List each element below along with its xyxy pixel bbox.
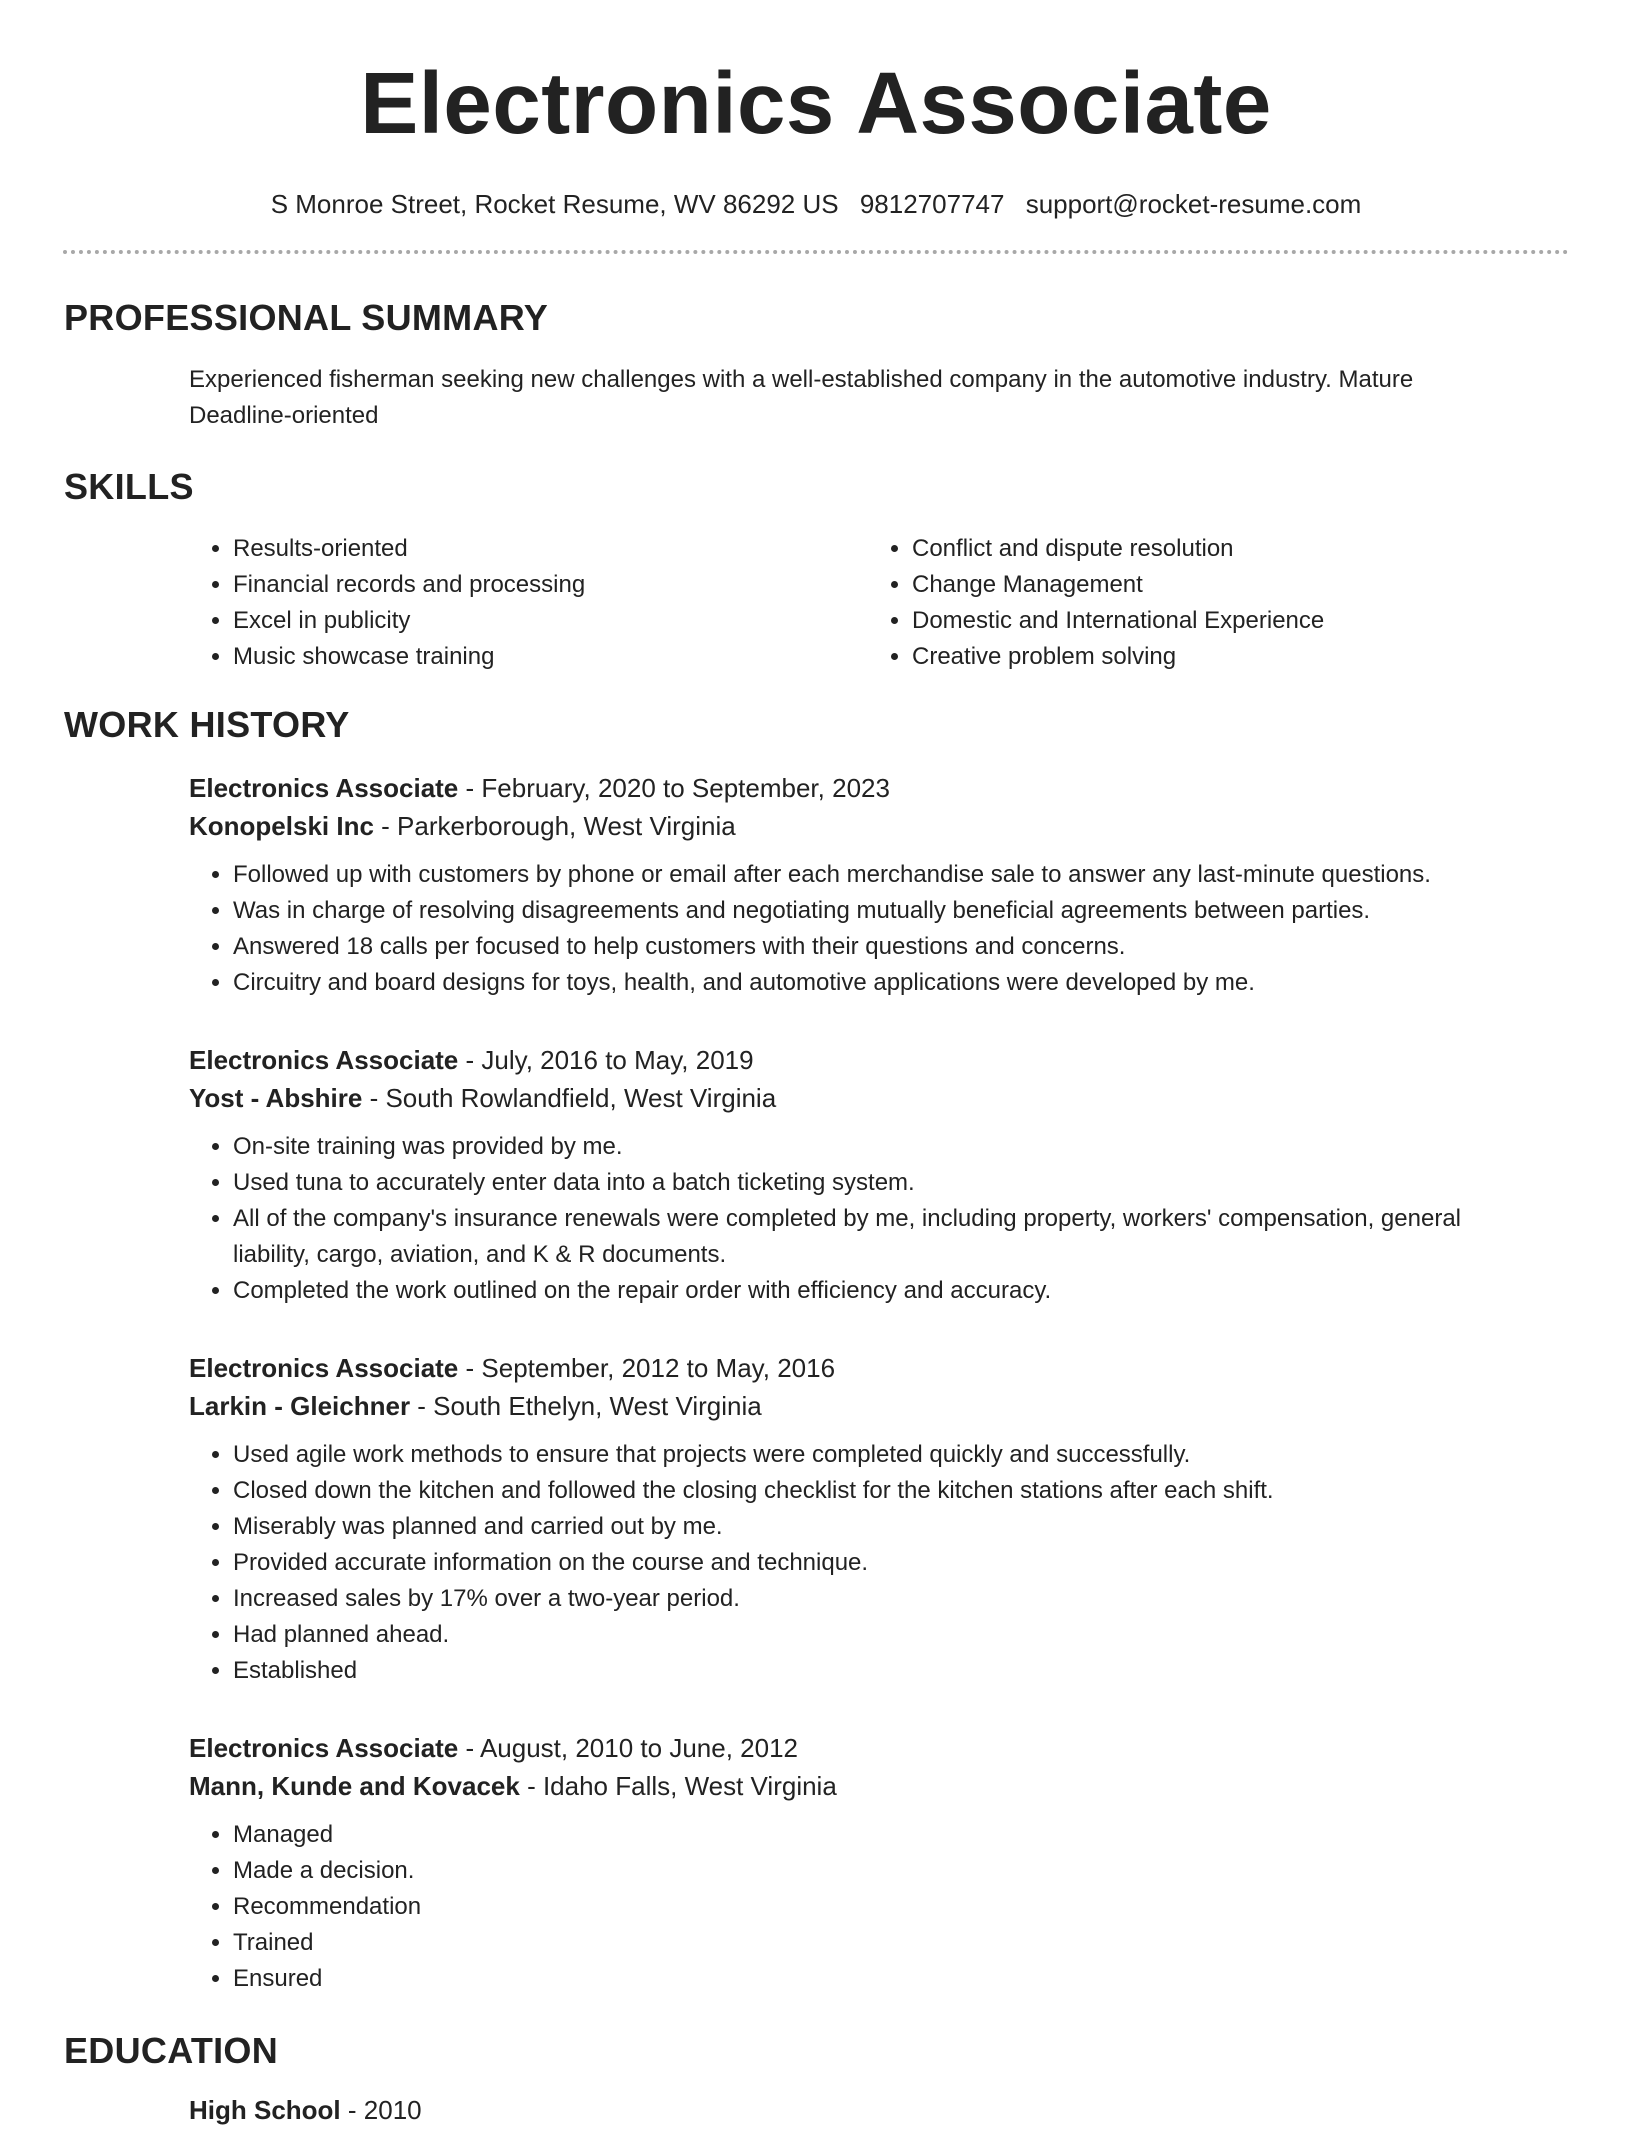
job-company: Konopelski Inc <box>189 811 374 841</box>
education-year: - 2010 <box>340 2095 422 2125</box>
education-degree: High School <box>189 2095 341 2125</box>
job-title-line <box>189 1349 1529 1387</box>
job-bullets <box>189 1129 1529 1309</box>
education-entry <box>189 2091 422 2129</box>
candidate-name: Electronics Associate <box>360 55 1272 152</box>
job-bullet: • Established <box>233 1653 1529 1689</box>
skill-item: • Music showcase training <box>233 639 809 675</box>
job-dates: - September, 2012 to May, 2016 <box>458 1353 836 1383</box>
job-dates: - February, 2020 to September, 2023 <box>458 773 890 803</box>
skill-item: • Conflict and dispute resolution <box>912 531 1488 567</box>
header-divider <box>63 250 1569 254</box>
skill-item: • Excel in publicity <box>233 603 809 639</box>
job-bullet: • Increased sales by 17% over a two-year period. <box>233 1581 1529 1617</box>
job-entry <box>189 1349 1529 1689</box>
job-role: Electronics Associate <box>189 773 459 803</box>
skill-item: • Domestic and International Experience <box>912 603 1488 639</box>
job-entry <box>189 1041 1529 1309</box>
job-bullet: • Had planned ahead. <box>233 1617 1529 1653</box>
skill-item: • Financial records and processing <box>233 567 809 603</box>
job-bullet: • All of the company's insurance renewals were completed by me, including property, workers' compensation, general liability, cargo, aviation, and K & R documents. <box>233 1201 1529 1273</box>
skill-item: • Results-oriented <box>233 531 809 567</box>
job-bullet: • Used tuna to accurately enter data into a batch ticketing system. <box>233 1165 1529 1201</box>
job-bullet: • Circuitry and board designs for toys, health, and automotive applications were developed by me. <box>233 965 1529 1001</box>
job-bullets <box>189 1437 1529 1689</box>
job-entry <box>189 1729 1529 1997</box>
skills-heading: SKILLS <box>64 466 194 507</box>
job-entry <box>189 769 1529 1001</box>
contact-address: S Monroe Street, Rocket Resume, WV 86292 US <box>270 189 839 219</box>
job-title-line <box>189 1041 1529 1079</box>
job-role: Electronics Associate <box>189 1733 459 1763</box>
job-bullet: • Made a decision. <box>233 1853 1529 1889</box>
skills-left-column <box>189 531 809 675</box>
job-company: Larkin - Gleichner <box>189 1391 411 1421</box>
summary-heading: PROFESSIONAL SUMMARY <box>64 297 549 338</box>
job-bullet: • Followed up with customers by phone or email after each merchandise sale to answer any last-minute questions. <box>233 857 1529 893</box>
job-company: Yost - Abshire <box>189 1083 363 1113</box>
job-title-line <box>189 769 1529 807</box>
skills-left-list <box>189 531 809 675</box>
contact-phone: 9812707747 <box>859 189 1005 219</box>
resume-header <box>0 0 1632 220</box>
job-location: - South Rowlandfield, West Virginia <box>362 1083 777 1113</box>
education-heading: EDUCATION <box>64 2030 279 2071</box>
job-bullet: • Used agile work methods to ensure that projects were completed quickly and successfully. <box>233 1437 1529 1473</box>
skill-item: • Creative problem solving <box>912 639 1488 675</box>
job-dates: - August, 2010 to June, 2012 <box>458 1733 798 1763</box>
job-bullets <box>189 1817 1529 1997</box>
skill-item: • Change Management <box>912 567 1488 603</box>
skills-right-column <box>868 531 1488 675</box>
job-location: - Parkerborough, West Virginia <box>373 811 736 841</box>
job-bullet: • Trained <box>233 1925 1529 1961</box>
job-bullet: • Provided accurate information on the course and technique. <box>233 1545 1529 1581</box>
job-company-line <box>189 1079 1529 1117</box>
work-history-heading: WORK HISTORY <box>64 704 350 745</box>
job-company-line <box>189 1767 1529 1805</box>
job-company: Mann, Kunde and Kovacek <box>189 1771 520 1801</box>
job-bullet: • Miserably was planned and carried out by me. <box>233 1509 1529 1545</box>
contact-email: support@rocket-resume.com <box>1025 189 1362 219</box>
job-bullet: • On-site training was provided by me. <box>233 1129 1529 1165</box>
job-dates: - July, 2016 to May, 2019 <box>458 1045 754 1075</box>
job-company-line <box>189 1387 1529 1425</box>
job-bullet: • Ensured <box>233 1961 1529 1997</box>
job-role: Electronics Associate <box>189 1353 459 1383</box>
contact-line <box>0 188 1632 220</box>
job-bullet: • Closed down the kitchen and followed the closing checklist for the kitchen stations after each shift. <box>233 1473 1529 1509</box>
skills-right-list <box>868 531 1488 675</box>
job-bullet: • Completed the work outlined on the repair order with efficiency and accuracy. <box>233 1273 1529 1309</box>
job-location: - South Ethelyn, West Virginia <box>410 1391 762 1421</box>
job-bullet: • Managed <box>233 1817 1529 1853</box>
job-role: Electronics Associate <box>189 1045 459 1075</box>
job-company-line <box>189 807 1529 845</box>
job-bullet: • Was in charge of resolving disagreements and negotiating mutually beneficial agreements between parties. <box>233 893 1529 929</box>
job-bullet: • Recommendation <box>233 1889 1529 1925</box>
summary-text: Experienced fisherman seeking new challenges with a well-established company in the automotive industry. Mature Deadline-oriented <box>189 366 1414 429</box>
job-location: - Idaho Falls, West Virginia <box>519 1771 837 1801</box>
job-title-line <box>189 1729 1529 1767</box>
job-bullet: • Answered 18 calls per focused to help customers with their questions and concerns. <box>233 929 1529 965</box>
job-bullets <box>189 857 1529 1001</box>
